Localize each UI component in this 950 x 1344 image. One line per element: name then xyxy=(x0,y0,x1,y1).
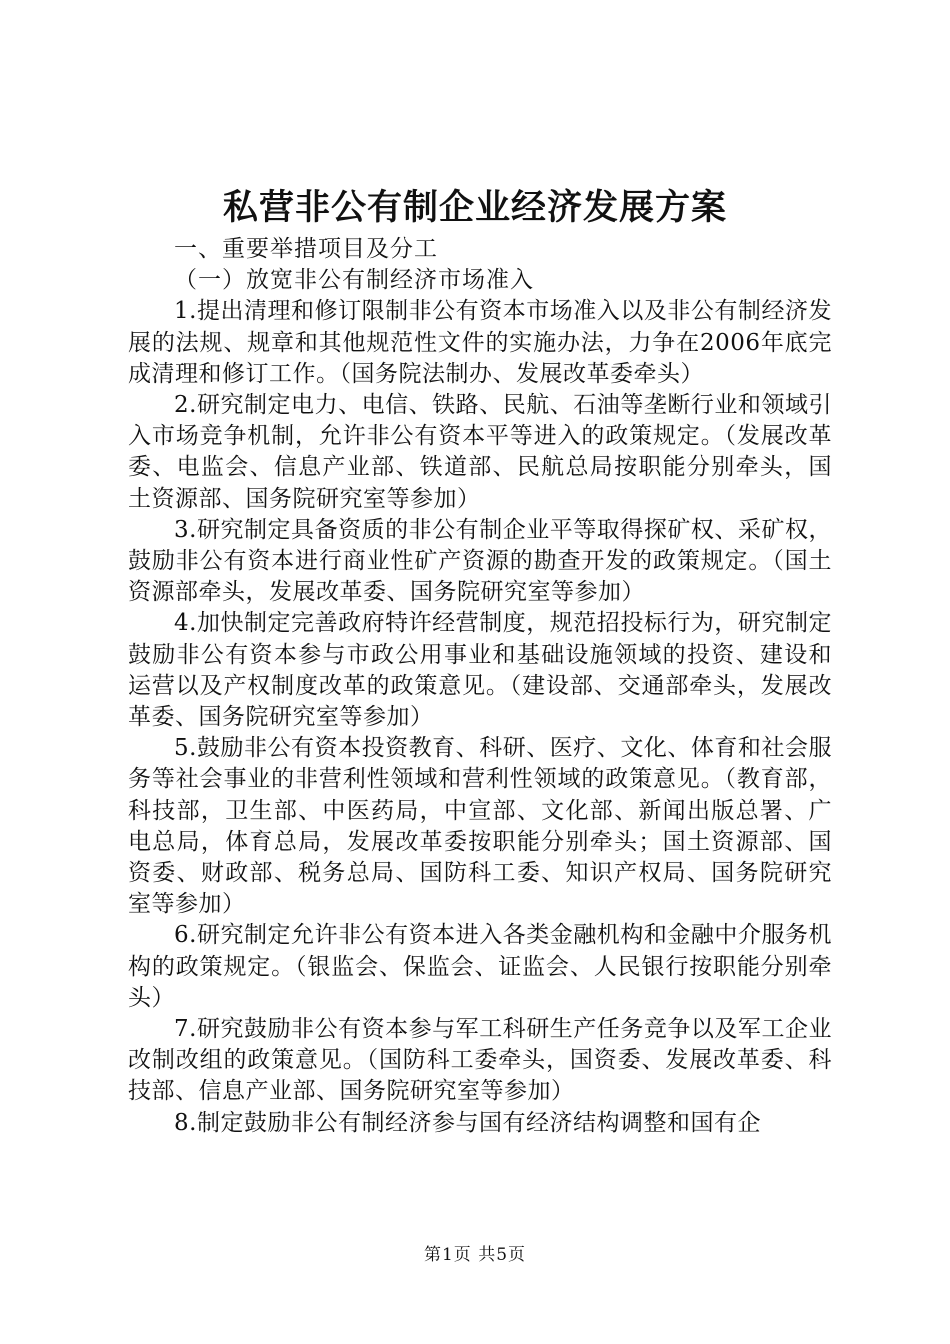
paragraph-2: 2.研究制定电力、电信、铁路、民航、石油等垄断行业和领域引入市场竞争机制，允许非公有资本平等进入的政策规定。（发展改革委、电监会、信息产业部、铁道部、民航总局按职能分别牵头，国土资源部、国务院研究室等参加） xyxy=(128,392,832,512)
document-title: 私营非公有制企业经济发展方案 xyxy=(222,187,727,228)
paragraph-1: 1.提出清理和修订限制非公有资本市场准入以及非公有制经济发展的法规、规章和其他规范性文件的实施办法，力争在2006年底完成清理和修订工作。（国务院法制办、发展改革委牵头） xyxy=(128,298,832,387)
paragraph-7: 7.研究鼓励非公有资本参与军工科研生产任务竞争以及军工企业改制改组的政策意见。（国防科工委牵头，国资委、发展改革委、科技部、信息产业部、国务院研究室等参加） xyxy=(128,1016,832,1105)
paragraph-8: 8.制定鼓励非公有制经济参与国有经济结构调整和国有企 xyxy=(174,1109,761,1136)
document-body xyxy=(128,234,832,1139)
section-heading: 一、重要举措项目及分工 xyxy=(174,236,438,262)
page-footer: 第1页 共5页 xyxy=(423,1245,527,1265)
subsection-heading: （一）放宽非公有制经济市场准入 xyxy=(174,267,534,294)
paragraph-3: 3.研究制定具备资质的非公有制企业平等取得探矿权、采矿权，鼓励非公有资本进行商业性矿产资源的勘查开发的政策规定。（国土资源部牵头，发展改革委、国务院研究室等参加） xyxy=(128,516,832,606)
paragraph-6: 6.研究制定允许非公有资本进入各类金融机构和金融中介服务机构的政策规定。（银监会、保监会、证监会、人民银行按职能分别牵头） xyxy=(128,922,832,1011)
paragraph-4: 4.加快制定完善政府特许经营制度，规范招投标行为，研究制定鼓励非公有资本参与市政公用事业和基础设施领域的投资、建设和运营以及产权制度改革的政策意见。（建设部、交通部牵头，发展改革委、国务院研究室等参加） xyxy=(128,610,832,731)
paragraph-5: 5.鼓励非公有资本投资教育、科研、医疗、文化、体育和社会服务等社会事业的非营利性领域和营利性领域的政策意见。（教育部，科技部，卫生部、中医药局，中宣部、文化部、新闻出版总署、广电总局，体育总局，发展改革委按职能分别牵头；国土资源部、国资委、财政部、税务总局、国防科工委、知识产权局、国务院研究室等参加） xyxy=(128,735,832,918)
